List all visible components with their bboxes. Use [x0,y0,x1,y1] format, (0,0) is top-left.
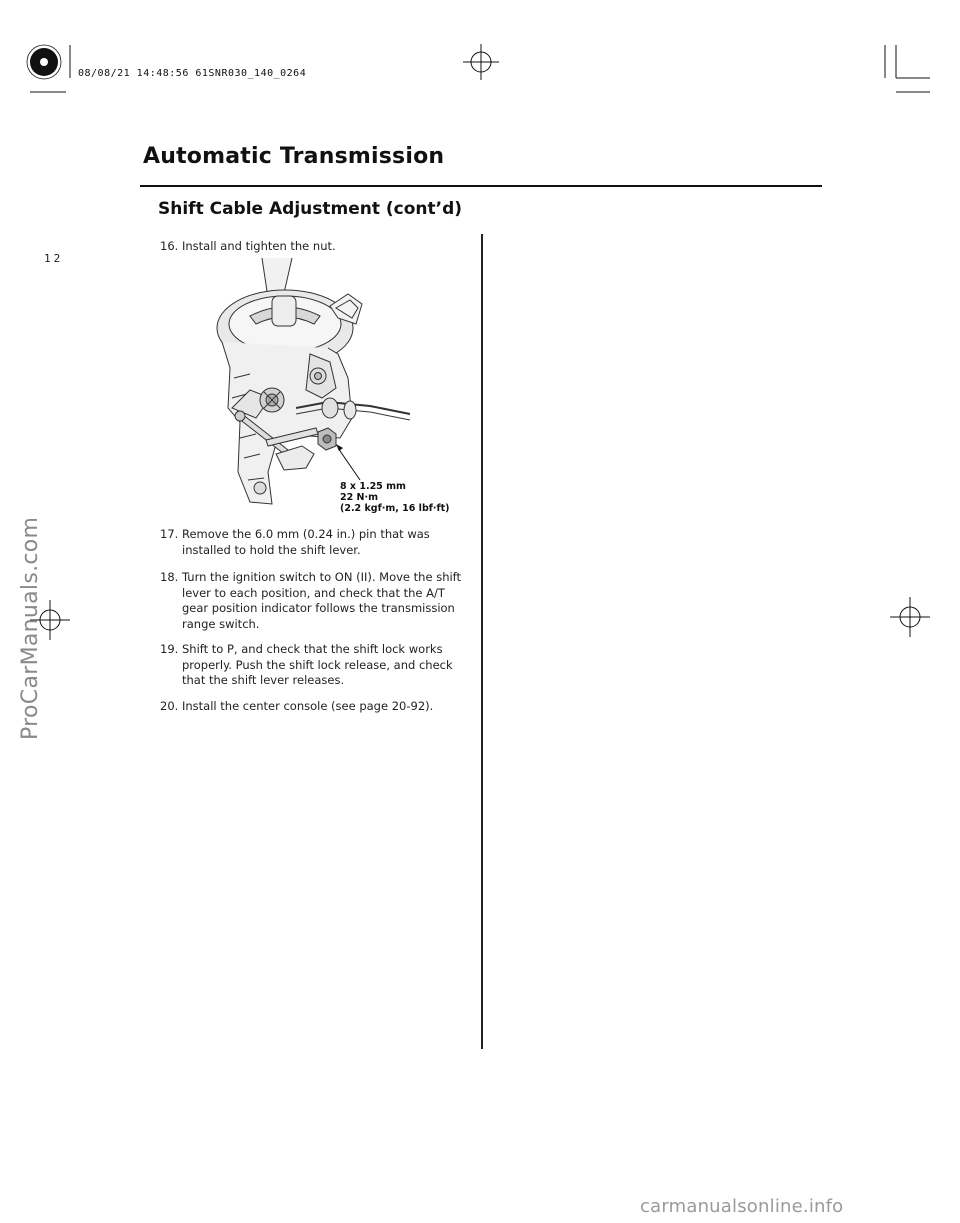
step-20 [160,699,470,715]
margin-code: 12 [44,252,64,265]
step-number: 16. [160,239,179,253]
subsection-title: Shift Cable Adjustment (cont’d) [158,199,463,219]
crosshair-mark-top-icon [463,44,499,80]
title-divider [140,185,822,187]
step-text: Shift to P, and check that the shift lock works properly. Push the shift lock release, and check that the shift lever releases. [182,642,453,687]
column-divider [481,234,483,1049]
step-18 [160,570,470,632]
step-19 [160,642,470,689]
step-number: 17. [160,527,179,541]
callout-torque-nm: 22 N·m [340,492,378,503]
step-16 [160,239,470,255]
step-17 [160,527,470,558]
callout-size: 8 x 1.25 mm [340,481,406,492]
step-number: 19. [160,642,179,656]
step-number: 20. [160,699,179,713]
step-number: 18. [160,570,179,584]
step-text: Install and tighten the nut. [182,239,336,253]
nut-torque-callout [340,481,450,514]
registration-target-icon [27,45,61,79]
watermark-left: ProCarManuals.com [18,516,43,740]
crosshair-mark-right-icon [890,597,930,637]
watermark-bottom: carmanualsonline.info [640,1196,844,1217]
step-text: Turn the ignition switch to ON (II). Move the shift lever to each position, and check that the A/T gear position indicator follows the transmission range switch. [182,570,462,631]
step-text: Install the center console (see page 20-92). [182,699,434,713]
print-stamp: 08/08/21 14:48:56 61SNR030_140_0264 [78,68,307,79]
step-text: Remove the 6.0 mm (0.24 in.) pin that was installed to hold the shift lever. [182,527,430,557]
callout-torque-alt: (2.2 kgf·m, 16 lbf·ft) [340,503,450,514]
section-title: Automatic Transmission [143,144,445,169]
